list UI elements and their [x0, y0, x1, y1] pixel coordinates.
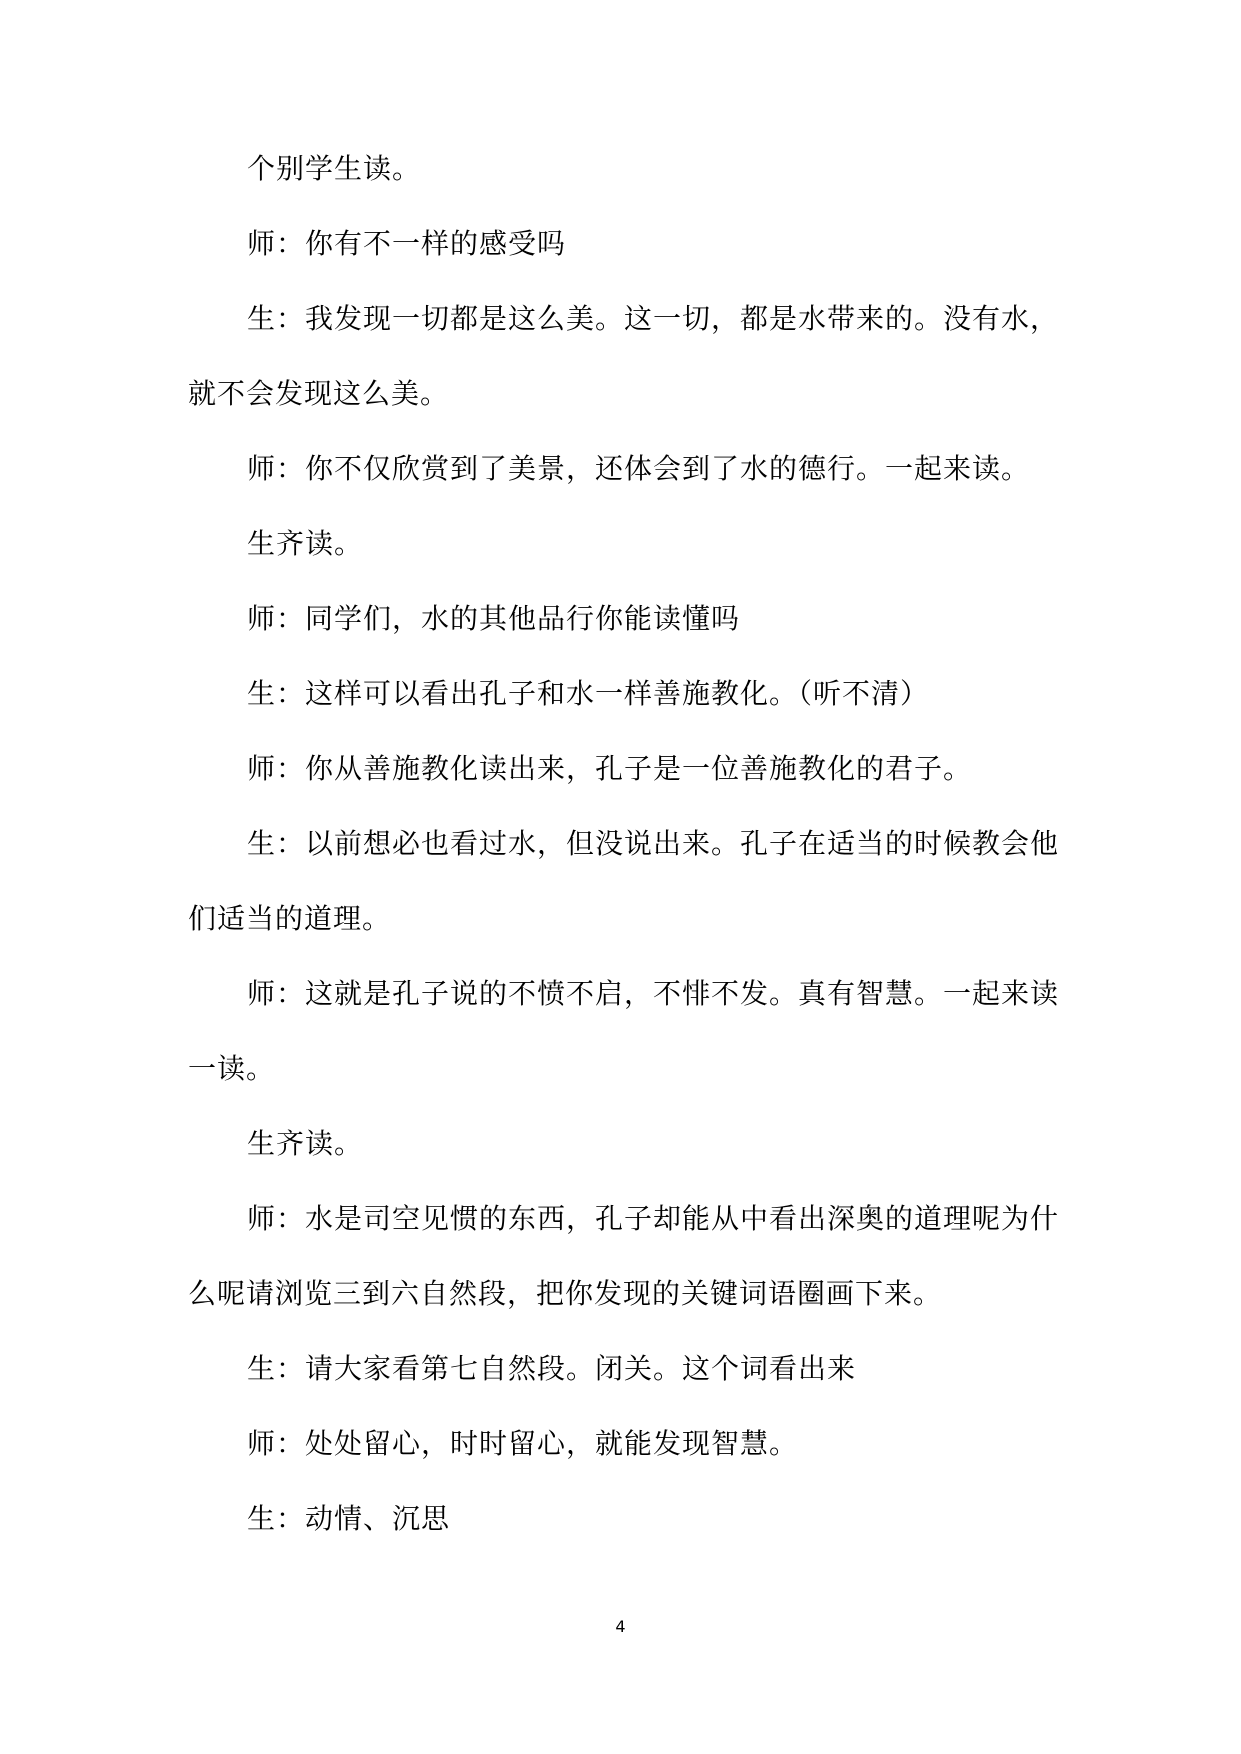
paragraph-line: 就不会发现这么美。: [188, 377, 450, 410]
paragraph-line: 生：以前想必也看过水，但没说出来。孔子在适当的时候教会他: [247, 827, 1060, 860]
paragraph-line: 一读。: [188, 1052, 276, 1085]
paragraph-line: 师：你不仅欣赏到了美景，还体会到了水的德行。一起来读。: [247, 452, 1031, 485]
paragraph-line: 们适当的道理。: [188, 902, 392, 935]
paragraph-line: 生齐读。: [247, 1127, 364, 1160]
paragraph-line: 么呢请浏览三到六自然段，把你发现的关键词语圈画下来。: [188, 1277, 943, 1310]
page-number: 4: [615, 1617, 626, 1636]
paragraph-line: 师：同学们，水的其他品行你能读懂吗: [247, 602, 741, 635]
paragraph-line: 生齐读。: [247, 527, 364, 560]
paragraph-line: 师：这就是孔子说的不愤不启，不悱不发。真有智慧。一起来读: [247, 977, 1060, 1010]
paragraph-line: 师：你有不一样的感受吗: [247, 227, 567, 260]
paragraph-line: 生：动情、沉思: [247, 1502, 451, 1535]
paragraph-line: 生：请大家看第七自然段。闭关。这个词看出来: [247, 1352, 857, 1385]
paragraph-line: 师：处处留心，时时留心，就能发现智慧。: [247, 1427, 799, 1460]
paragraph-line: 生：我发现一切都是这么美。这一切，都是水带来的。没有水，: [247, 302, 1060, 335]
paragraph-line: 个别学生读。: [247, 152, 422, 185]
paragraph-line: 师：水是司空见惯的东西，孔子却能从中看出深奥的道理呢为什: [247, 1202, 1060, 1235]
paragraph-line: 师：你从善施教化读出来，孔子是一位善施教化的君子。: [247, 752, 973, 785]
paragraph-line: 生：这样可以看出孔子和水一样善施教化。（听不清）: [247, 677, 930, 710]
